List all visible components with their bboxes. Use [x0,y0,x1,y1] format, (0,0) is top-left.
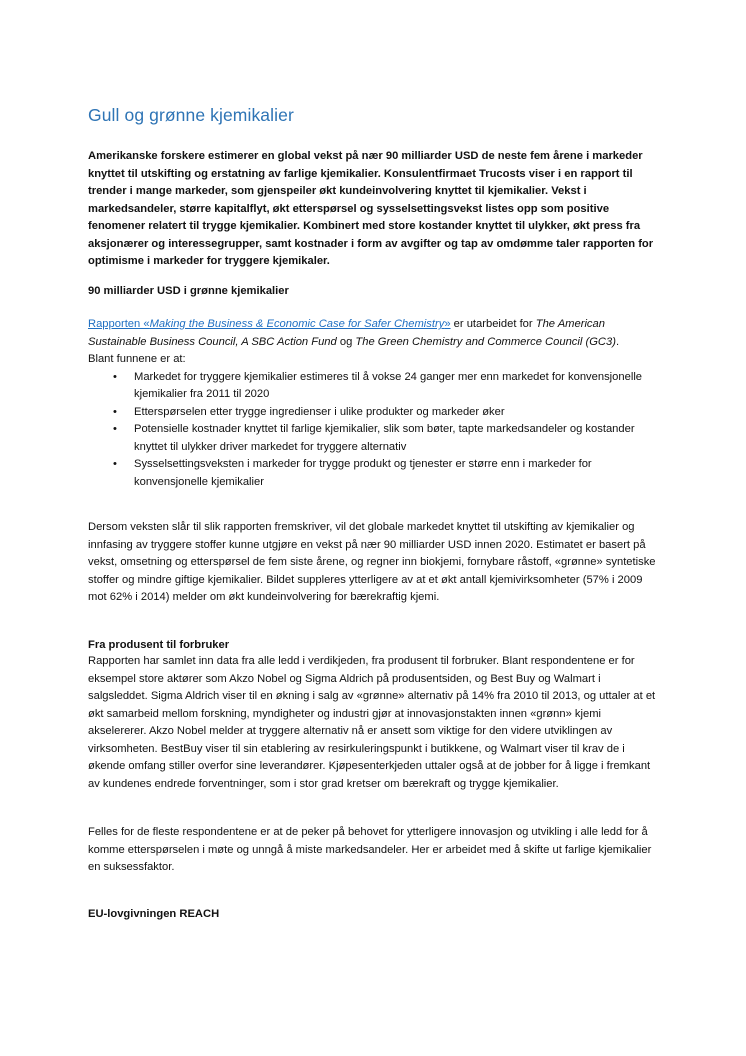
list-item: • Sysselsettingsveksten i markeder for trygge produkt og tjenester er større enn i markeder for konvensjonelle kjemikalier [88,456,662,491]
list-item: • Markedet for tryggere kjemikalier estimeres til å vokse 24 ganger mer enn markedet for konvensjonelle kjemikalier fra 2011 til 2020 [88,369,662,404]
list-item: • Etterspørselen etter trygge ingredienser i ulike produkter og markeder øker [88,404,662,422]
section-heading-90-milliarder: 90 milliarder USD i grønne kjemikalier [88,285,289,297]
value-chain-paragraph: Rapporten har samlet inn data fra alle ledd i verdikjeden, fra produsent til forbruker. Blant respondentene er for eksempel store aktører som Akzo Nobel og Sigma Aldrich på produsentsiden, og Best Buy og Walmart i salgsleddet. Sigma Aldrich viser til en økning i salg av «grønne» alternativ på 14% fra 2010 til 2013, og uttaler at et økt samarbeid mellom forskning, myndigheter og industri gjør at innovasjonstakten innen «grønn» kjemi akselererer. Akzo Nobel melder at tryggere alternativ nå er ansett som viktige for den videre utviklingen av virksomheten. BestBuy viser til sin etablering av resirkuleringspunkt i butikkene, og Walmart viser til krav de i økende omfang stiller overfor sine leverandører. Kjøpesenterkjeden uttaler også at de jobber for å ligge i fremkant av kundenes endrede forventninger, som i stor grad kretser om bærekraft og trygge kjemikalier. [88,655,656,790]
findings-list [88,369,662,492]
report-link[interactable]: Rapporten «Making the Business & Economic Case for Safer Chemistry» [88,318,451,330]
org-name-gc3: The Green Chemistry and Commerce Council (GC3) [355,335,616,348]
list-item: • Potensielle kostnader knyttet til farlige kjemikalier, slik som bøter, tapte markedsandeler og kostander knyttet til ulykker driver markedet for tryggere alternativ [88,421,662,456]
findings-intro: Blant funnene er at: [88,353,186,365]
section-heading-reach: EU-lovgivningen REACH [88,908,220,920]
org-name-asbc: The American Sustainable Business Council, A SBC Action Fund [88,318,605,348]
lead-paragraph: Amerikanske forskere estimerer en global vekst på nær 90 milliarder USD de neste fem årene i markeder knyttet til utskifting og erstatning av farlige kjemikalier. Konsulentfirmaet Trucosts viser i en rapport til trender i mange markeder, som gjenspeiler økt kundeinvolvering knyttet til kjemikalier. Vekst i markedsandeler, større kapitalflyt, økt etterspørsel og sysselsettingsvekst listes opp som positive fenomener relatert til trygge kjemikalier. Kombinert med store kostander knyttet til ulykker, økt press fra aksjonærer og interessegrupper, samt kostnader i form av avgifter og tap av omdømme taler rapporten for optimisme i markeder for tryggere kjemikaler. [88,150,654,267]
page-title: Gull og grønne kjemikalier [88,105,294,125]
respondents-paragraph: Felles for de fleste respondentene er at de peker på behovet for ytterligere innovasjon og utvikling i alle ledd for å komme etterspørselen i møte og unngå å miste markedsandeler. Her er arbeidet med å skifte ut farlige kjemikalier en suksessfaktor. [88,826,652,873]
report-intro: Rapporten «Making the Business & Economic Case for Safer Chemistry» er utarbeidet for The American Sustainable Business Council, A SBC Action Fund og The Green Chemistry and Commerce Council (GC3). [88,318,620,348]
report-section [88,316,662,491]
growth-paragraph: Dersom veksten slår til slik rapporten fremskriver, vil det globale markedet knyttet til utskifting av kjemikalier og innfasing av tryggere stoffer kunne utgjøre en vekst på nær 90 milliarder USD innen 2020. Estimatet er basert på vekst, omsetning og etterspørsel de fem siste årene, og regner inn biokjemi, fornybare råstoff, «grønne» syntetiske stoffer og mindre giftige kjemikalier. Bildet suppleres ytterligere av at et økt antall kjemivirksomheter (57% i 2009 mot 62% i 2014) melder om økt kundeinvolvering for bærekraftig kjemi. [88,521,656,603]
section-heading-fra-produsent: Fra produsent til forbruker [88,639,230,651]
